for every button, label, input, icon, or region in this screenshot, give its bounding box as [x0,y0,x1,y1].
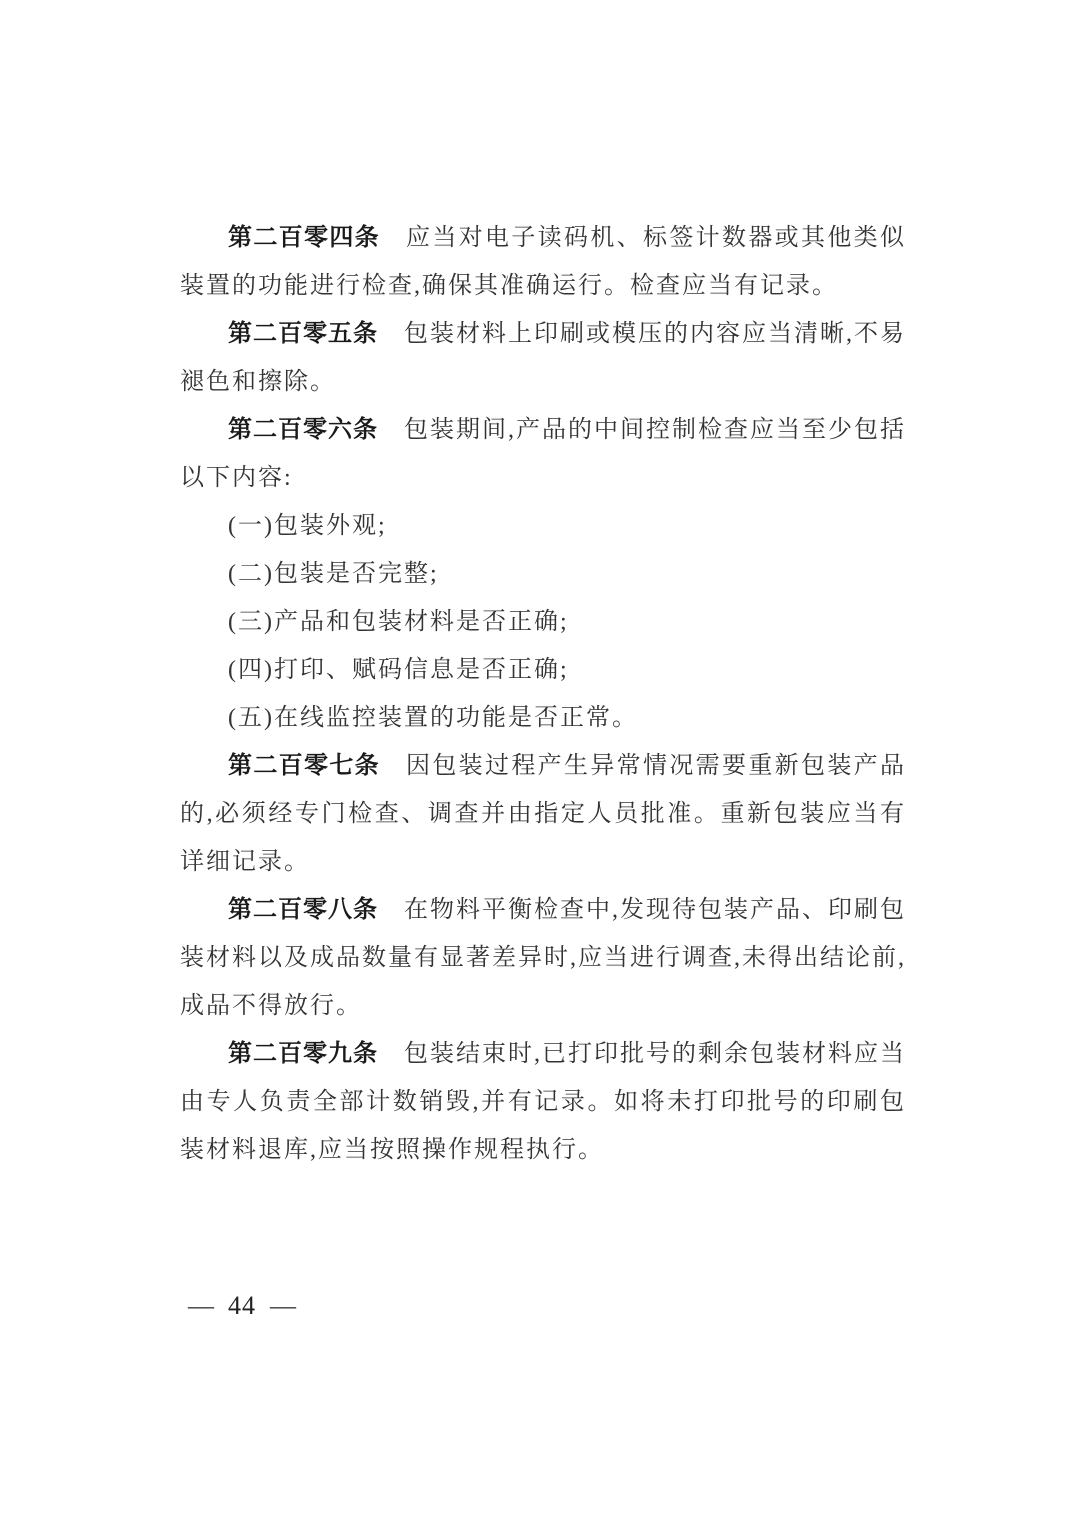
article-205-text: 包装材料上印刷或模压的内容应当清晰,不易褪色和擦除。 [180,321,906,395]
article-206-number: 第二百零六条 [228,416,378,443]
document-body [180,214,906,1174]
article-209-number: 第二百零九条 [228,1040,378,1067]
checklist-item-2: (二)包装是否完整; [228,561,439,587]
footer-left-dash: — [188,1291,214,1320]
article-209-paragraph [180,1030,906,1174]
article-206-text: 包装期间,产品的中间控制检查应当至少包括以下内容: [180,417,906,491]
article-204-paragraph [180,214,906,310]
article-205-number: 第二百零五条 [228,320,378,347]
footer-right-dash: — [270,1291,296,1320]
article-207-paragraph [180,742,906,886]
article-205-paragraph [180,310,906,406]
article-204-number: 第二百零四条 [228,224,380,251]
article-206-paragraph [180,406,906,502]
checklist-item-1: (一)包装外观; [228,513,387,539]
article-208-paragraph [180,886,906,1030]
article-208-number: 第二百零八条 [228,896,378,923]
article-204-text: 应当对电子读码机、标签计数器或其他类似装置的功能进行检查,确保其准确运行。检查应当有记录。 [180,225,906,299]
page-number: 44 [228,1291,256,1320]
article-209-text: 包装结束时,已打印批号的剩余包装材料应当由专人负责全部计数销毁,并有记录。如将未打印批号的印刷包装材料退库,应当按照操作规程执行。 [180,1041,906,1163]
checklist-item-3: (三)产品和包装材料是否正确; [228,609,569,635]
article-207-number: 第二百零七条 [228,752,380,779]
checklist-item-5: (五)在线监控装置的功能是否正常。 [228,705,638,731]
article-208-text: 在物料平衡检查中,发现待包装产品、印刷包装材料以及成品数量有显著差异时,应当进行调查,未得出结论前,成品不得放行。 [180,897,906,1019]
article-207-text: 因包装过程产生异常情况需要重新包装产品的,必须经专门检查、调查并由指定人员批准。重新包装应当有详细记录。 [180,753,906,875]
page-footer [188,1288,296,1324]
checklist-item-4: (四)打印、赋码信息是否正确; [228,657,569,683]
